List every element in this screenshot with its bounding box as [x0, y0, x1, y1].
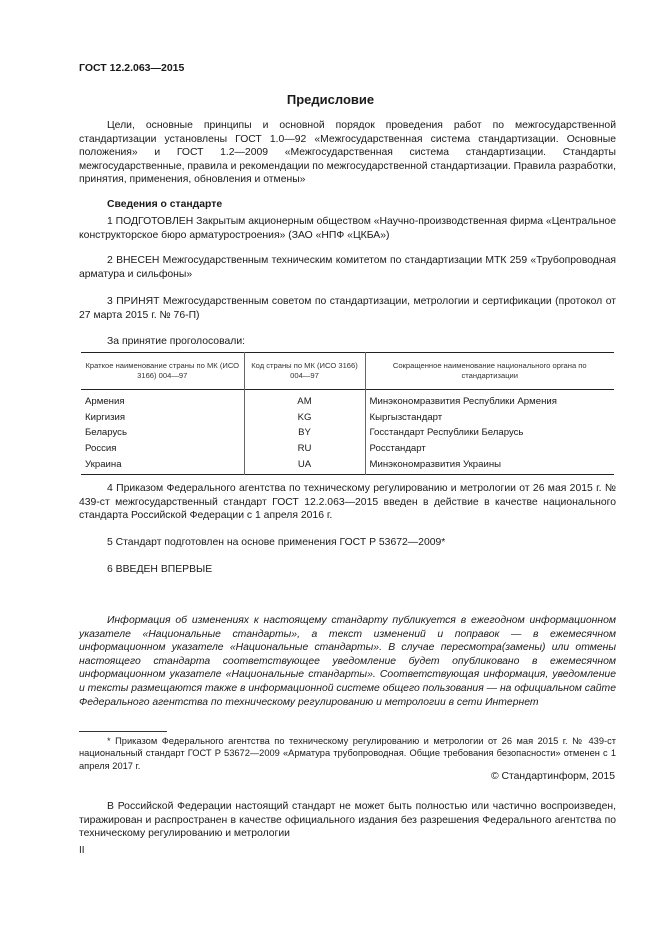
cell-body: Минэкономразвития Республики Армения	[365, 390, 614, 410]
table-row	[81, 441, 614, 457]
cell-body: Минэкономразвития Украины	[365, 456, 614, 474]
item-1: 1 ПОДГОТОВЛЕН Закрытым акционерным обществом «Научно-производственная фирма «Центральное конструкторское бюро арматуростроения» (ЗАО «НПФ «ЦКБА»)	[79, 216, 616, 241]
cell-country: Беларусь	[81, 425, 244, 441]
voted-label: За принятие проголосовали:	[107, 336, 246, 347]
item-5: 5 Стандарт подготовлен на основе применения ГОСТ Р 53672—2009*	[107, 537, 446, 548]
table-row	[81, 425, 614, 441]
cell-body: Госстандарт Республики Беларусь	[365, 425, 614, 441]
cell-code: AM	[244, 390, 365, 410]
voting-table	[81, 352, 614, 475]
item-4: 4 Приказом Федерального агентства по техническому регулированию и метрологии от 26 мая 2015 г. № 439-ст межгосударственный стандарт ГОСТ 12.2.063—2015 введен в действие в качестве национального стандарта Российской Федерации с 1 апреля 2016 г.	[79, 483, 616, 522]
changes-notice: Информация об изменениях к настоящему стандарту публикуется в ежегодном информационном указателе «Национальные стандарты», а текст изменений и поправок — в ежемесячном информационном указателе «Национальные стандарты». В случае пересмотра(замены) или отмены настоящего стандарта соответствующее уведомление будет опубликовано в ежемесячном информационном указателе «Национальные стандарты». Соответствующая информация, уведомление и тексты размещаются также в информационной системе общего пользования — на официальном сайте Федерального агентства по техническому регулированию и метрологии в сети Интернет	[79, 615, 616, 708]
table-row	[81, 390, 614, 410]
rights-notice: В Российской Федерации настоящий стандарт не может быть полностью или частично воспроизведен, тиражирован и распространен в качестве официального издания без разрешения Федерального агентства по техническому регулированию и метрологии	[79, 801, 616, 840]
header-body: Сокращенное наименование национального органа по стандартизации	[365, 353, 614, 390]
copyright: © Стандартинформ, 2015	[490, 771, 615, 782]
cell-code: BY	[244, 425, 365, 441]
info-heading: Сведения о стандарте	[107, 199, 223, 210]
header-country: Краткое наименование страны по МК (ИСО 3166) 004—97	[81, 353, 244, 390]
cell-code: UA	[244, 456, 365, 474]
table-row	[81, 410, 614, 426]
document-code: ГОСТ 12.2.063—2015	[79, 62, 185, 74]
footnote: * Приказом Федерального агентства по техническому регулированию и метрологии от 26 мая 2015 г. № 439-ст национальный стандарт ГОСТ Р 53672—2009 «Арматура трубопроводная. Общие требования безопасности» отменен с 1 апреля 2017 г.	[79, 736, 616, 771]
cell-country: Украина	[81, 456, 244, 474]
table-header-row	[81, 353, 614, 390]
page-number: II	[79, 845, 85, 856]
cell-code: RU	[244, 441, 365, 457]
cell-code: KG	[244, 410, 365, 426]
cell-country: Армения	[81, 390, 244, 410]
page-title: Предисловие	[286, 92, 375, 107]
item-2: 2 ВНЕСЕН Межгосударственным техническим комитетом по стандартизации МТК 259 «Трубопроводная арматура и сильфоны»	[79, 255, 616, 280]
cell-body: Кыргызстандарт	[365, 410, 614, 426]
item-3: 3 ПРИНЯТ Межгосударственным советом по стандартизации, метрологии и сертификации (протокол от 27 марта 2015 г. № 76-П)	[79, 296, 616, 321]
cell-body: Росстандарт	[365, 441, 614, 457]
header-code: Код страны по МК (ИСО 3166) 004—97	[244, 353, 365, 390]
table-row	[81, 456, 614, 474]
footnote-divider	[79, 731, 167, 732]
cell-country: Россия	[81, 441, 244, 457]
cell-country: Киргизия	[81, 410, 244, 426]
intro-paragraph: Цели, основные принципы и основной порядок проведения работ по межгосударственной стандартизации установлены ГОСТ 1.0—92 «Межгосударственная система стандартизации. Основные положения» и ГОСТ 1.2—2009 «Межгосударственная система стандартизации. Стандарты межгосударственные, правила и рекомендации по межгосударственной стандартизации. Правила разработки, принятия, применения, обновления и отмены»	[79, 120, 616, 186]
item-6: 6 ВВЕДЕН ВПЕРВЫЕ	[107, 564, 213, 575]
